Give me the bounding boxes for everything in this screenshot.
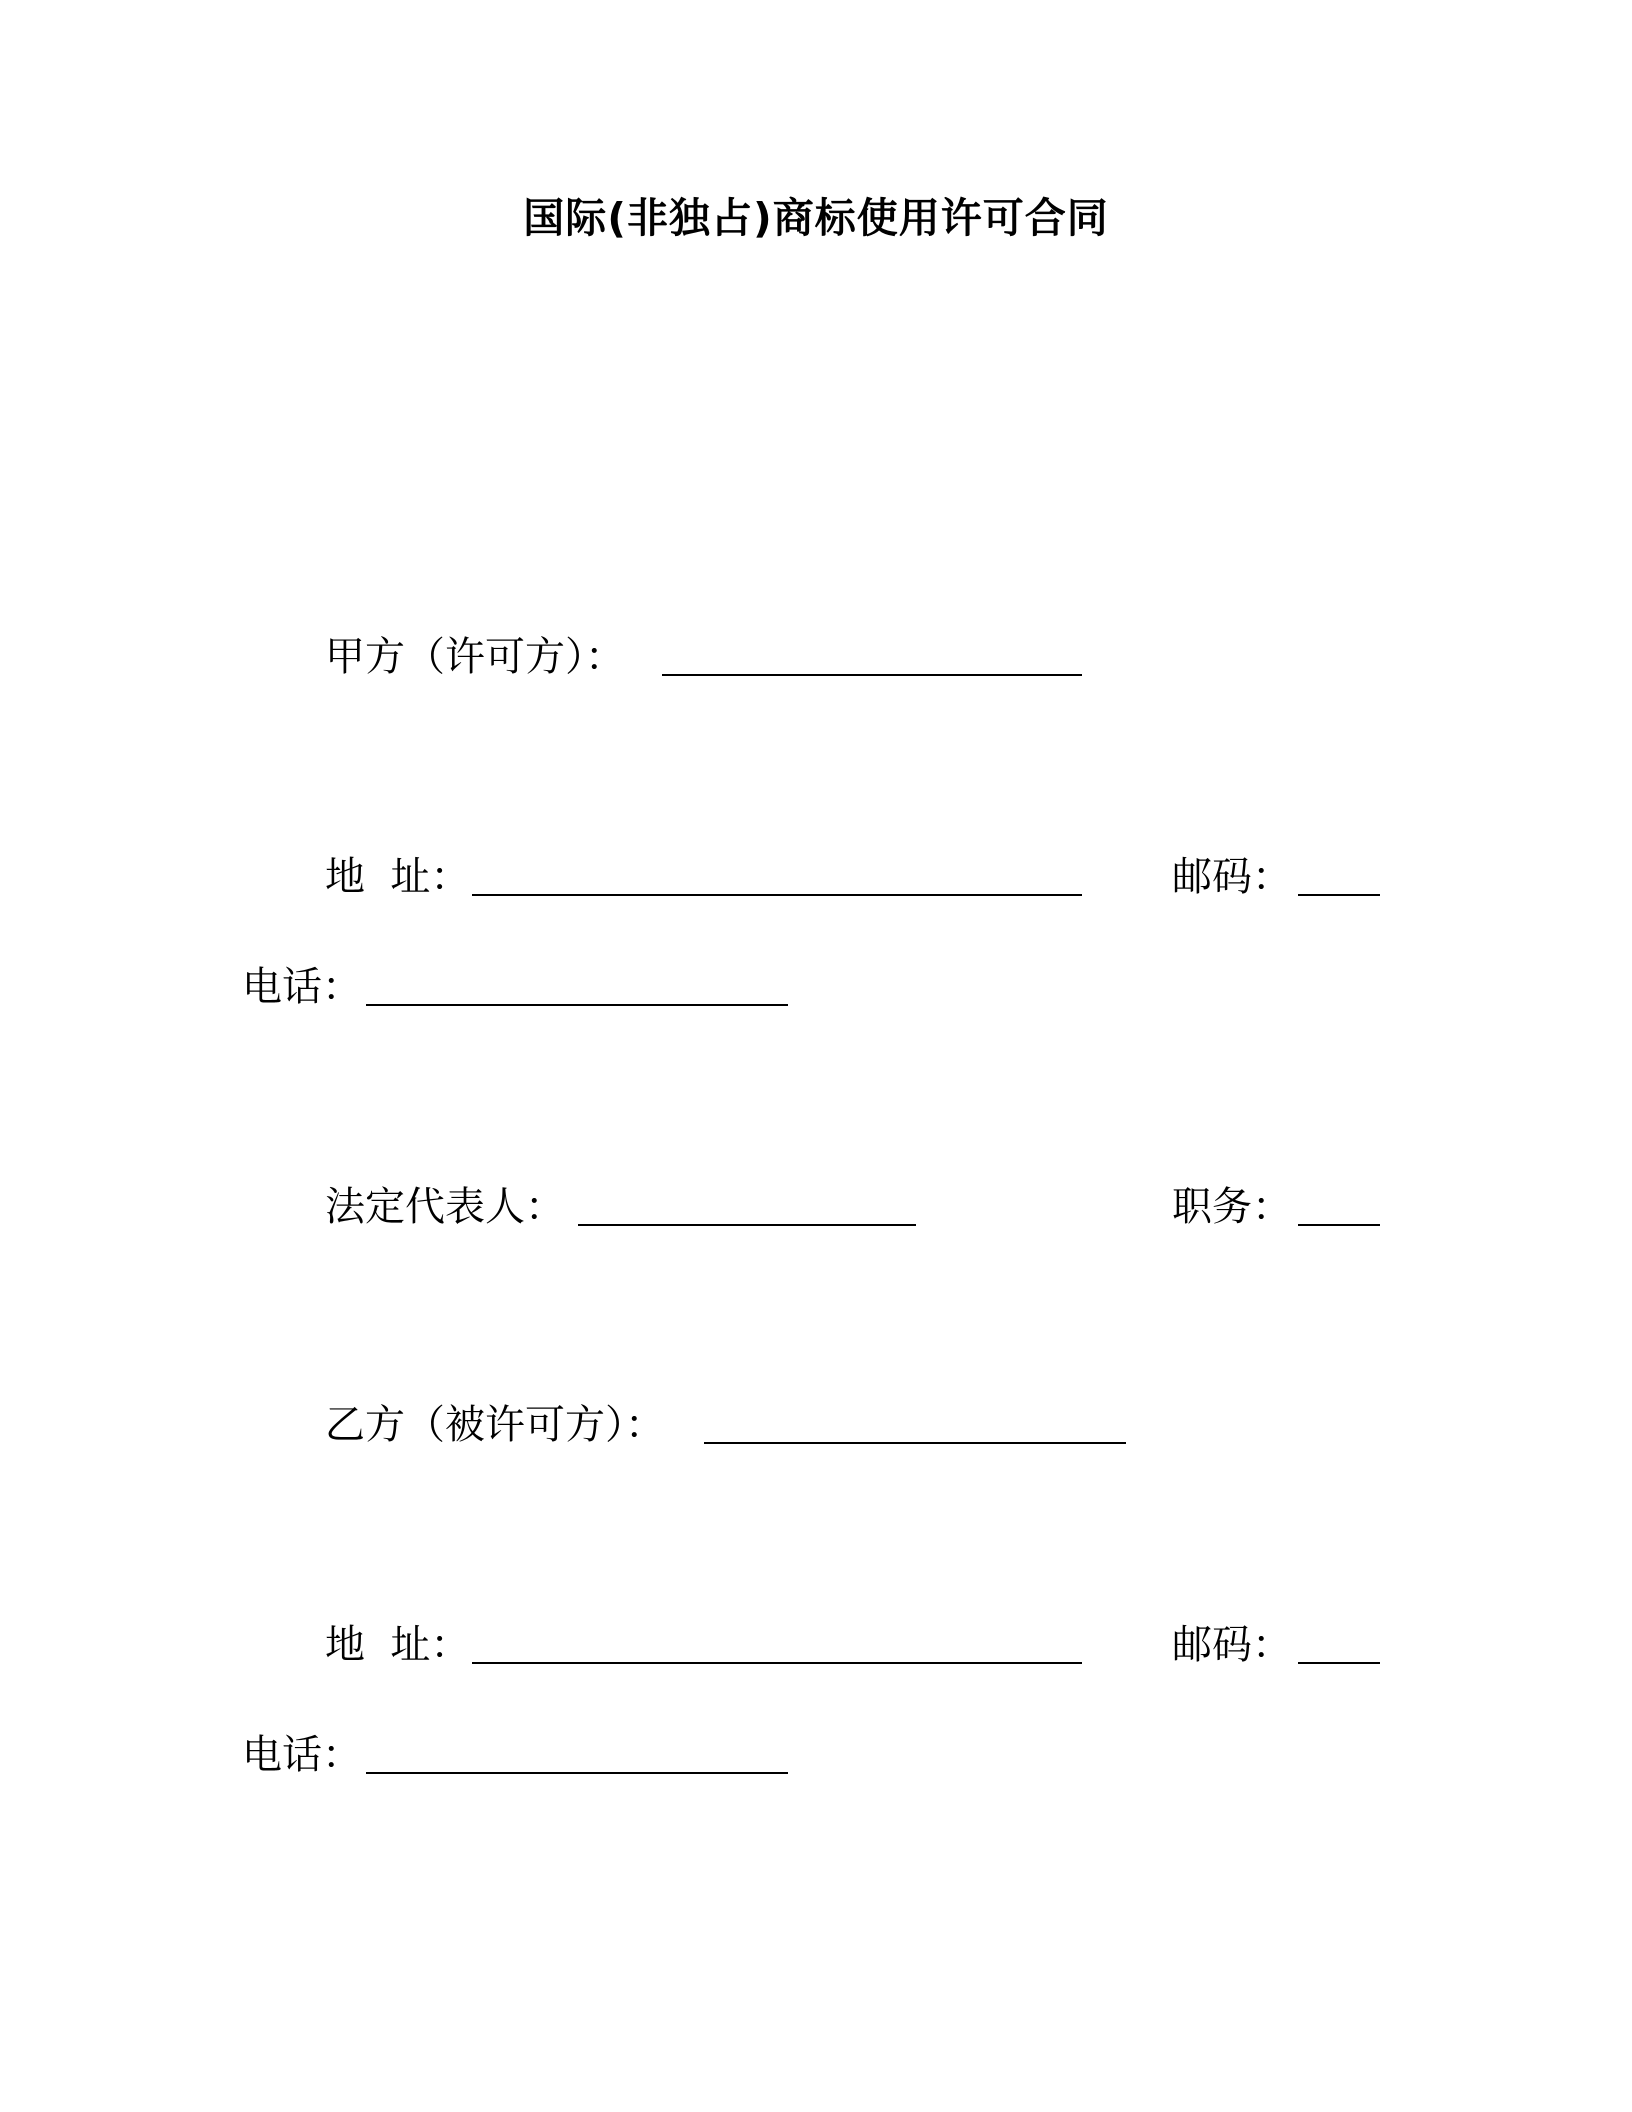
party-a-address-label: 地 址： [325,854,471,900]
party-b-phone-label: 电话： [242,1732,362,1778]
party-b-blank-line [704,1442,1126,1444]
party-a-position-blank-line [1298,1224,1380,1226]
party-b-phone-blank-line [366,1772,788,1774]
party-b-address-label: 地 址： [325,1622,471,1668]
party-b-postcode-label: 邮码： [1172,1622,1292,1668]
party-a-position-label: 职务： [1172,1184,1292,1230]
party-a-phone-blank-line [366,1004,788,1006]
party-a-phone-label: 电话： [242,964,362,1010]
party-a-address-blank-line [472,894,1082,896]
party-b-postcode-blank-line [1298,1662,1380,1664]
party-a-label: 甲方（许可方）： [325,634,625,680]
party-a-representative-blank-line [578,1224,916,1226]
party-b-label: 乙方（被许可方）： [325,1402,665,1448]
party-a-representative-label: 法定代表人： [325,1184,565,1230]
party-a-blank-line [662,674,1082,676]
party-b-address-blank-line [472,1662,1082,1664]
page-title: 国际(非独占)商标使用许可合同 [523,194,1109,242]
party-a-postcode-label: 邮码： [1172,854,1292,900]
party-a-postcode-blank-line [1298,894,1380,896]
